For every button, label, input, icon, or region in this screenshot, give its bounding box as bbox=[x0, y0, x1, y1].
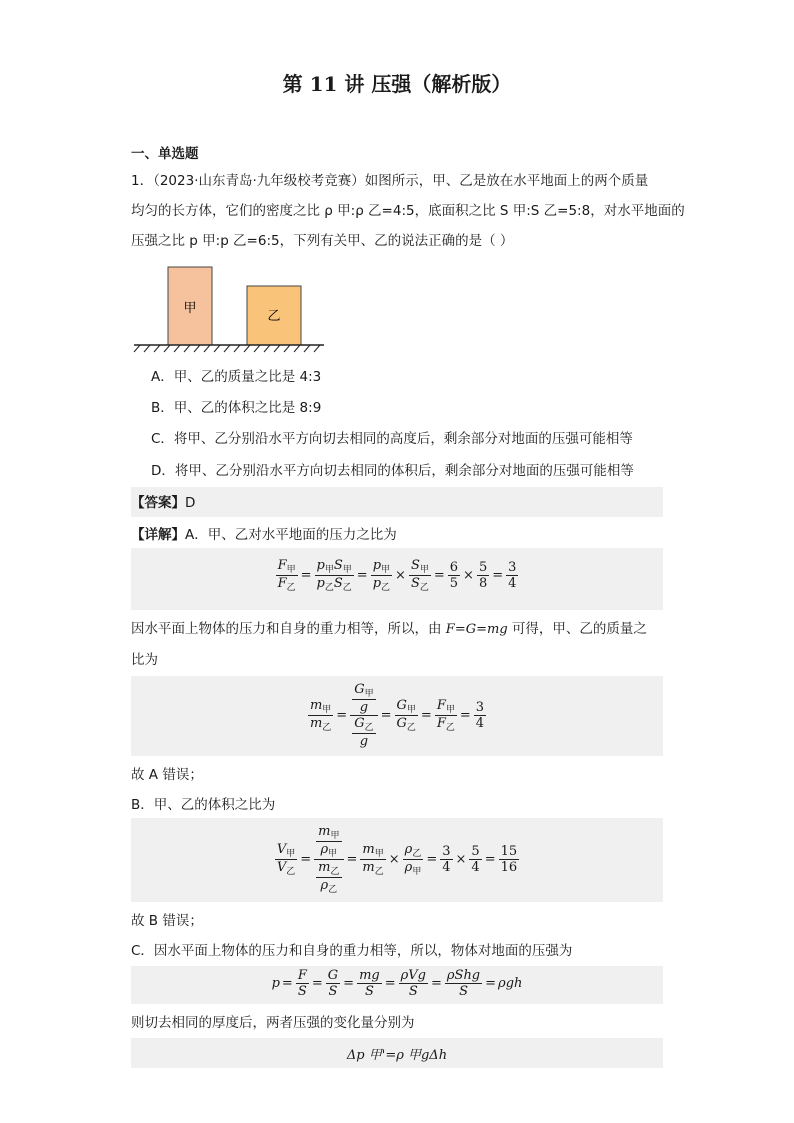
answer-value: D bbox=[185, 495, 196, 511]
hatch-mark bbox=[164, 345, 170, 352]
explanation-line-d: C．因水平面上物体的压力和自身的重力相等，所以，物体对地面的压强为 bbox=[131, 943, 573, 959]
equation-volume-ratio: $\frac{V_甲}{V_乙}$ = $\frac{\frac{m_甲}{\rho_甲}}{\frac{m_乙}{\rho_乙}}$ = $\frac{m_甲}{m_乙}$ × $\frac{\rho_乙}{\rho_甲}$ = $\frac{3}{4}$ × $\frac{5}{4}$ = $\frac{15}{16}$ bbox=[276, 824, 518, 895]
hatch-mark bbox=[234, 345, 240, 352]
block-jia-label: 甲 bbox=[183, 301, 197, 316]
hatch-mark bbox=[144, 345, 150, 352]
page-title: 第 11 讲 压强（解析版） bbox=[282, 72, 512, 96]
hatch-mark bbox=[154, 345, 160, 352]
explanation-line-e: 则切去相同的厚度后，两者压强的变化量分别为 bbox=[131, 1015, 415, 1031]
option-c: C．将甲、乙分别沿水平方向切去相同的高度后，剩余部分对地面的压强可能相等 bbox=[151, 431, 633, 447]
explanation-a-text: A．甲、乙对水平地面的压力之比为 bbox=[185, 527, 397, 543]
hatch-mark bbox=[304, 345, 310, 352]
conclusion-b: 故 B 错误； bbox=[131, 913, 203, 929]
hatch-mark bbox=[254, 345, 260, 352]
equation-pressure-formula: p = $\frac{F}{S}$ = $\frac{G}{S}$ = $\frac{mg}{S}$ = $\frac{\text{ρVg}}{S}$ = $\frac{\text{ρShg}}{S}$ = ρgh bbox=[271, 968, 523, 999]
explanation-label: 【详解】 bbox=[131, 527, 185, 543]
explanation-line-b2: 比为 bbox=[131, 652, 158, 668]
explanation-line-c: B．甲、乙的体积之比为 bbox=[131, 797, 276, 813]
hatch-mark bbox=[214, 345, 220, 352]
conclusion-a: 故 A 错误； bbox=[131, 767, 203, 783]
equation-force-ratio: $\frac{F_甲}{F_乙}$ = $\frac{p_甲S_甲}{p_乙S_乙}$ = $\frac{p_甲}{p_乙}$ × $\frac{S_甲}{S_乙}$ = $\frac{6}{5}$ × $\frac{5}{8}$ = $\frac{3}{4}$ bbox=[277, 558, 517, 593]
option-b: B．甲、乙的体积之比是 8:9 bbox=[151, 400, 322, 416]
hatch-mark bbox=[284, 345, 290, 352]
answer-line bbox=[131, 494, 195, 512]
hatch-mark bbox=[134, 345, 140, 352]
hatch-mark bbox=[244, 345, 250, 352]
equation-mass-ratio: $\frac{m_甲}{m_乙}$ = $\frac{\frac{G_甲}{g}}{\frac{G_乙}{g}}$ = $\frac{G_甲}{G_乙}$ = $\frac{F_甲}{F_乙}$ = $\frac{3}{4}$ bbox=[309, 682, 485, 749]
equation-pressure-change: Δp 甲'=ρ 甲gΔh bbox=[346, 1048, 448, 1063]
explanation-line-a bbox=[131, 526, 397, 544]
blocks-figure bbox=[130, 262, 330, 357]
question-stem-line-1: 1．（2023·山东青岛·九年级校考竞赛）如图所示，甲、乙是放在水平地面上的两个质量 bbox=[131, 173, 649, 189]
hatch-mark bbox=[174, 345, 180, 352]
question-stem-line-2: 均匀的长方体，它们的密度之比 ρ 甲:ρ 乙=4:5，底面积之比 S 甲:S 乙=5:8，对水平地面的 bbox=[131, 203, 685, 219]
hatch-mark bbox=[314, 345, 320, 352]
option-a: A．甲、乙的质量之比是 4:3 bbox=[151, 369, 322, 385]
ground-hatching bbox=[134, 345, 320, 352]
hatch-mark bbox=[274, 345, 280, 352]
question-stem-line-3: 压强之比 p 甲:p 乙=6:5，下列有关甲、乙的说法正确的是（ ） bbox=[131, 233, 514, 249]
section-heading: 一、单选题 bbox=[131, 146, 199, 162]
answer-shade bbox=[131, 487, 663, 517]
option-d: D．将甲、乙分别沿水平方向切去相同的体积后，剩余部分对地面的压强可能相等 bbox=[151, 463, 634, 479]
hatch-mark bbox=[264, 345, 270, 352]
hatch-mark bbox=[184, 345, 190, 352]
explanation-line-b1: 因水平面上物体的压力和自身的重力相等，所以，由 F=G=mg 可得，甲、乙的质量之 bbox=[131, 621, 647, 637]
hatch-mark bbox=[294, 345, 300, 352]
answer-label: 【答案】 bbox=[131, 495, 185, 511]
hatch-mark bbox=[194, 345, 200, 352]
hatch-mark bbox=[204, 345, 210, 352]
hatch-mark bbox=[224, 345, 230, 352]
block-yi-label: 乙 bbox=[267, 309, 281, 324]
